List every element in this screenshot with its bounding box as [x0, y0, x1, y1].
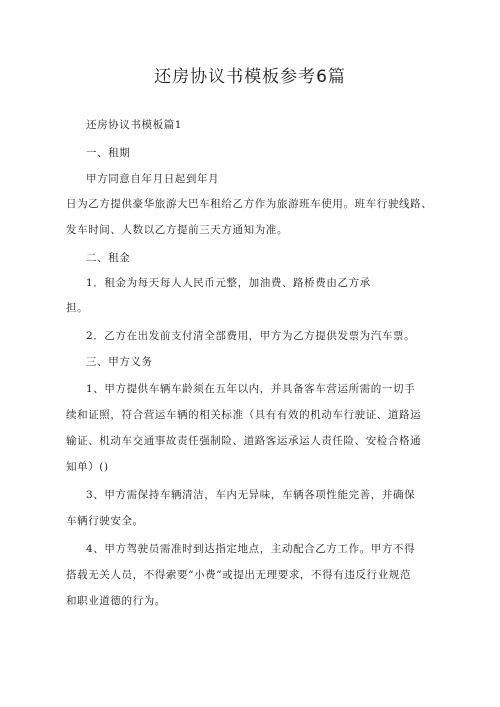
paragraph-line: 1．租金为每天每人人民币元整，加油费、路桥费由乙方承 [86, 277, 371, 289]
paragraph-line: 输证、机动车交通事故责任强制险、道路客运承运人责任险、安检合格通 [66, 435, 422, 447]
paragraph-line: 和职业道德的行为。 [66, 595, 166, 607]
paragraph-line: 1、甲方提供车辆车龄须在五年以内，并具备客车营运所需的一切手 [86, 383, 416, 395]
paragraph-line: 担。 [66, 302, 89, 314]
paragraph-line: 2．乙方在出发前支付清全部费用，甲方为乙方提供发票为汽车票。 [86, 330, 416, 342]
section-subtitle: 还房协议书模板篇1 [86, 119, 183, 131]
paragraph-line: 续和证照，符合营运车辆的相关标准（具有有效的机动车行驶证、道路运 [66, 409, 422, 421]
heading-party-a-obligations: 三、甲方义务 [86, 356, 153, 368]
paragraph-line: 知单）() [66, 461, 109, 473]
paragraph-line: 3、甲方需保持车辆清洁，车内无异味，车辆各项性能完善，并确保 [86, 489, 416, 501]
heading-rental-period: 一、租期 [86, 147, 131, 159]
paragraph-line: 搭载无关人员，不得索要“小费”或提出无理要求，不得有违反行业规范 [66, 569, 411, 581]
document-title: 还房协议书模板参考6篇 [154, 67, 346, 87]
paragraph-line: 发车时间、人数以乙方提前三天方通知为准。 [66, 224, 288, 236]
paragraph-line: 甲方同意自年月日起到年月 [86, 173, 220, 185]
paragraph-line: 日为乙方提供豪华旅游大巴车租给乙方作为旅游班车使用。班车行驶线路、 [66, 198, 433, 210]
paragraph-line: 4、甲方驾驶员需准时到达指定地点，主动配合乙方工作。甲方不得 [86, 543, 416, 555]
paragraph-line: 车辆行驶安全。 [66, 515, 144, 527]
heading-rent: 二、租金 [86, 252, 131, 264]
